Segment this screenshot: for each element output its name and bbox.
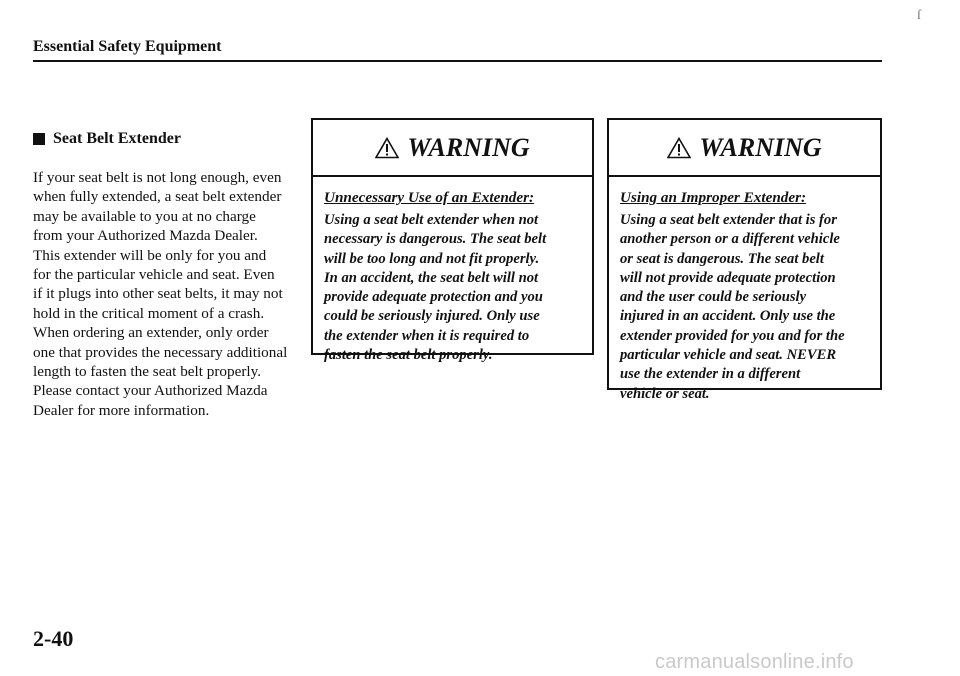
warning-triangle-icon [375,137,399,159]
warning-body: Using a seat belt extender that is for another person or a different vehicle or seat is dangerous. The seat belt will not provide adequate protection and the user could be seriously injured in an accident. Only use the extender provided for you and for the particular vehicle and seat. NEVER use the extender in a different vehicle or seat. [620,212,845,402]
watermark: carmanualsonline.info [655,651,854,673]
section-body-text: If your seat belt is not long enough, even when fully extended, a seat belt extender may be available to you at no charge from your Authorized Mazda Dealer. This extender will be only for you and for the particular vehicle and seat. Even if it plugs into other seat belts, it may not hold in the critical moment of a crash. When ordering an extender, only order one that provides the necessary additional length to fasten the seat belt properly. Please contact your Authorized Mazda Dealer for more information. [33,169,288,419]
section-heading-text: Seat Belt Extender [53,130,181,147]
warning-triangle-icon [667,137,691,159]
section-heading [33,130,181,148]
warning-subtitle: Using an Improper Extender: [620,189,807,206]
warning-heading: WARNING [699,132,822,162]
warning-box-improper-extender [607,118,882,402]
warning-subtitle: Unnecessary Use of an Extender: [324,189,535,206]
header-rule [33,60,882,62]
corner-mark: ſ [917,8,921,23]
page-number: 2-40 [33,626,74,651]
warning-box-unnecessary-use [311,118,594,364]
square-bullet-icon [33,133,45,145]
warning-header [313,120,592,177]
warning-heading: WARNING [407,132,530,162]
page-header-title: Essential Safety Equipment [33,38,222,55]
warning-body: Using a seat belt extender when not necessary is dangerous. The seat belt will be too long and not fit properly. In an accident, the seat belt will not provide adequate protection and you could be seriously injured. Only use the extender when it is required to fasten the seat belt properly. [324,212,547,364]
warning-header [609,120,880,177]
